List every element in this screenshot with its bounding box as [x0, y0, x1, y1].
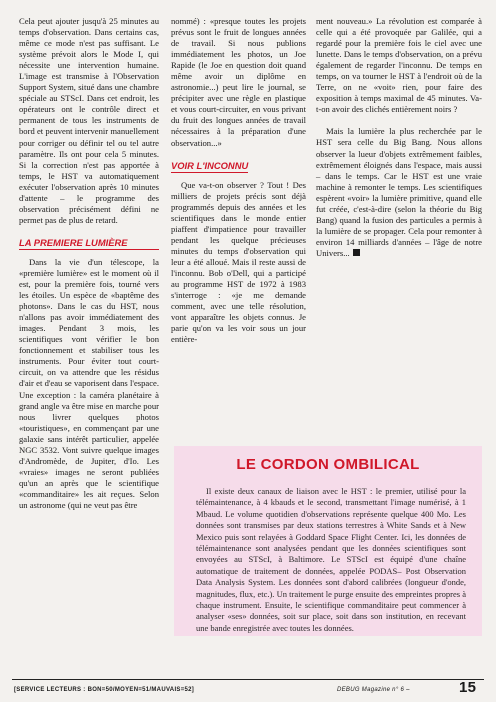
sidebar-box-cordon-ombilical — [174, 446, 482, 636]
column-1 — [19, 16, 159, 511]
column-2 — [171, 16, 306, 345]
box-title: LE CORDON OMBILICAL — [236, 456, 420, 473]
paragraph: Dans la vie d'un télescope, la «première lumière» est le moment où il est, pour la première fois, tourné vers les étoiles. Un espèce de «baptême des photons». Dans le cas du HST, nous n'allons pas avoir immédiatement des images. Pendant 3 mois, les scientifiques vont vérifier le bon fonctionnement et stabiliser tous les instruments. Pour éviter tout court-circuit, on va attendre que les résidus d'air et d'eau se vaporisent dans l'espace. Une exception : la caméra planétaire à grand angle va être mise en marche pour nous livrer quelques photos «touristiques», en commençant par une galaxie sans intérêt particulier, appelée NGC 3532. Vont suivre quelque images d'Andromède, de Jupiter, d'Io. Les «vraies» images ne seront publiées qu'un an après que le scientifique «commanditaire» les ait reçues. Selon un astronome (qui ne veut pas être — [19, 256, 159, 510]
section-heading-voir-inconnu: VOIR L'INCONNU — [171, 160, 248, 173]
box-text — [196, 486, 466, 634]
paragraph: Que va-t-on observer ? Tout ! Des milliers de projets précis sont déjà programmés depuis des années et les scientifiques dans le monde entier piaffent d'impatience pour travailler pendant les quelque précieuses minutes du temps d'observation qui leur a été alloué. Mais il reste aussi de l'inconnu. Bob o'Dell, qui a participé au programme HST de 1972 à 1983 s'interroge : «je me demande comment, avec une telle résolution, vont apparaître les objets connus. Je parie qu'on va les voir sous un jour entière- — [171, 179, 306, 345]
magazine-issue: DEBUG Magazine n° 6 – — [337, 687, 410, 693]
column-3 — [316, 16, 482, 259]
paragraph: Cela peut ajouter jusqu'à 25 minutes au temps d'observation. Dans certains cas, même ce mode n'est pas suffisant. Le système prévoit alors le Mode I, qui nécessite une intervention humaine. L'image est transmise à l'Observation Support System, situé dans une chambre spéciale au STScI. Dans cet endroit, les opérateurs ont le contrôle direct et permanent de tous les instruments de bord et peuvent intervenir manuellement pour corriger ou définir tel ou tel autre paramètre. Ils ont pour cela 5 minutes. Si la correction n'est pas apportée à temps, le HST va automatiquement exécuter l'observation après 10 minutes d'attente – le programme des observation précisément défini ne permet pas de plus de retard. — [19, 16, 159, 225]
box-paragraph: Il existe deux canaux de liaison avec le HST : le premier, utilisé pour la télémaintenance, à 4 kbauds et le second, transmettant l'image numérisé, à 1 Mbaud. Le volume quotidien d'observations représente quelque 400 Mo. Les données sont transmises par deux stations terrestres à White Sands et à New Mexico puis sont relayées à Goddard Space Flight Center. Ici, les données de télémaintenance sont analysées pendant que les données scientifiques sont envoyées au STScI, à Baltimore. Le STScI est équipé d'une chaîne automatique de traitement de données, appelée PODAS– Post Observation Data Analysis System. Les données sont d'abord calibrées (longueur d'onde, magnitudes, flux, etc.). Un traitement le purge ensuite des empreintes propres à chaque instrument. Ensuite, le scientifique commanditaire peut commencer à analyser «ses» données, soit sur place, soit dans son institution, en recevant une bande enregistrée avec toutes les données. — [196, 486, 466, 633]
reader-service-line: [SERVICE LECTEURS : BON=50/MOYEN=51/MAUVAIS=52] — [14, 687, 195, 693]
page-number: 15 — [459, 679, 477, 696]
footer-rule — [12, 679, 484, 680]
paragraph — [316, 126, 482, 259]
paragraph: ment nouveau.» La révolution est comparée à celle qui a été provoquée par Galilée, qui a regardé pour la première fois le ciel avec une lunette. Dans le temps d'observation, on a prévu également de regarder l'inconnu. De temps en temps, on va tourner le HST à l'endroit où de la Terre, on ne «voit» rien, pour faire des exposition à temps maximal de 45 minutes. Va-t-on avoir des clichés entièrement noirs ? — [316, 16, 482, 115]
paragraph: nommé) : «presque toutes les projets prévus sont le fruit de longues années de travail. Si nous publions immédiatement les photos, un Joe Rapide (le Joe en question doit quand même avoir un diplôme en astronomie...) peut lire le journal, se précipiter avec une règle en plastique et vous court-circuiter, en vous privant du fruit des longues années de travail nécessaires à la préparation d'une observation...» — [171, 16, 306, 148]
paragraph-text: Mais la lumière la plus recherchée par le HST sera celle du Big Bang. Nous allons observer la lueur d'objets extrêmement faibles, extrêmement éloignés dans l'espace, mais aussi – dans le temps. Car le HST est une vraie machine à remonter le temps. Les scientifiques espèrent «voir» la lumière primitive, quand elle fut créée, c'est-à-dire (selon la théorie du Big Bang) quand la fusion des particules a permis à la lumière de se propager. Cela pour remonter à environ 14 milliards d'années – l'âge de notre Univers... — [316, 126, 482, 258]
end-of-article-mark — [353, 249, 360, 256]
section-heading-premiere-lumiere: LA PREMIERE LUMIÈRE — [19, 237, 159, 250]
